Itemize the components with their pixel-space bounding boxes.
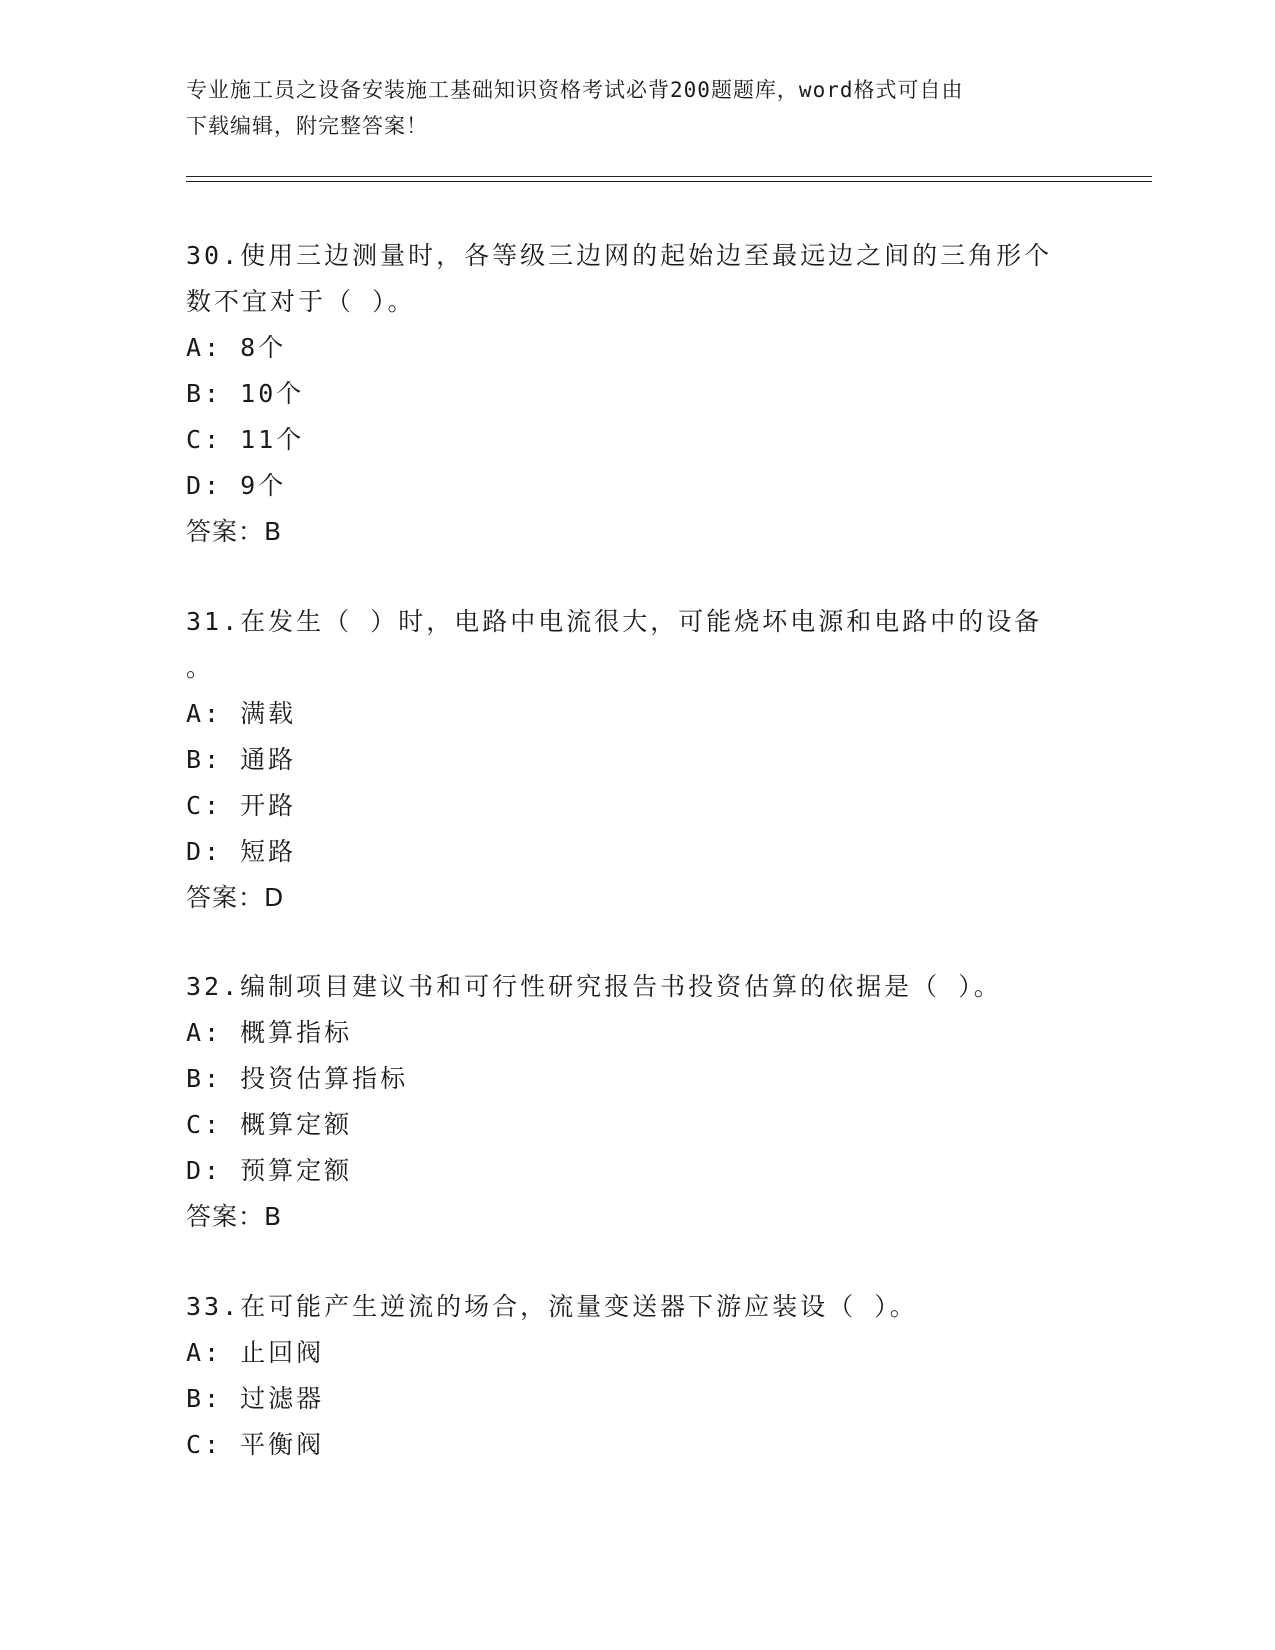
- question-stem-line-1: 31.在发生（ ）时，电路中电流很大，可能烧坏电源和电路中的设备: [186, 607, 1043, 636]
- question-31: [186, 599, 1086, 921]
- document-header: [186, 72, 1066, 144]
- option-b: B: 10个: [186, 379, 305, 408]
- question-stem-line-1: 30.使用三边测量时，各等级三边网的起始边至最远边之间的三角形个: [186, 241, 1053, 270]
- option-c: C: 11个: [186, 425, 305, 454]
- option-a: A: 满载: [186, 699, 297, 728]
- header-title-line-2: 下载编辑，附完整答案！: [186, 114, 428, 138]
- answer: 答案：D: [186, 883, 285, 912]
- question-stem-line-1: 32.编制项目建议书和可行性研究报告书投资估算的依据是（ ）。: [186, 972, 1002, 1001]
- answer: 答案：B: [186, 1202, 283, 1231]
- question-33: [186, 1284, 1086, 1468]
- option-c: C: 平衡阀: [186, 1430, 325, 1459]
- header-title-line-1: 专业施工员之设备安装施工基础知识资格考试必背200题题库，word格式可自由: [186, 78, 964, 102]
- answer: 答案：B: [186, 517, 283, 546]
- header-divider-bottom: [186, 181, 1152, 182]
- option-c: C: 概算定额: [186, 1110, 353, 1139]
- option-d: D: 9个: [186, 471, 287, 500]
- question-stem-line-2: 数不宜对于（ ）。: [186, 287, 416, 316]
- option-a: A: 8个: [186, 333, 287, 362]
- header-divider-top: [186, 176, 1152, 177]
- question-stem-line-1: 33.在可能产生逆流的场合，流量变送器下游应装设（ ）。: [186, 1292, 918, 1321]
- option-c: C: 开路: [186, 791, 297, 820]
- option-d: D: 预算定额: [186, 1156, 353, 1185]
- option-b: B: 过滤器: [186, 1384, 325, 1413]
- option-d: D: 短路: [186, 837, 297, 866]
- option-b: B: 通路: [186, 745, 297, 774]
- option-a: A: 止回阀: [186, 1338, 325, 1367]
- option-b: B: 投资估算指标: [186, 1064, 409, 1093]
- question-stem-line-2: 。: [186, 653, 215, 682]
- question-32: [186, 964, 1086, 1240]
- option-a: A: 概算指标: [186, 1018, 353, 1047]
- question-30: [186, 233, 1086, 555]
